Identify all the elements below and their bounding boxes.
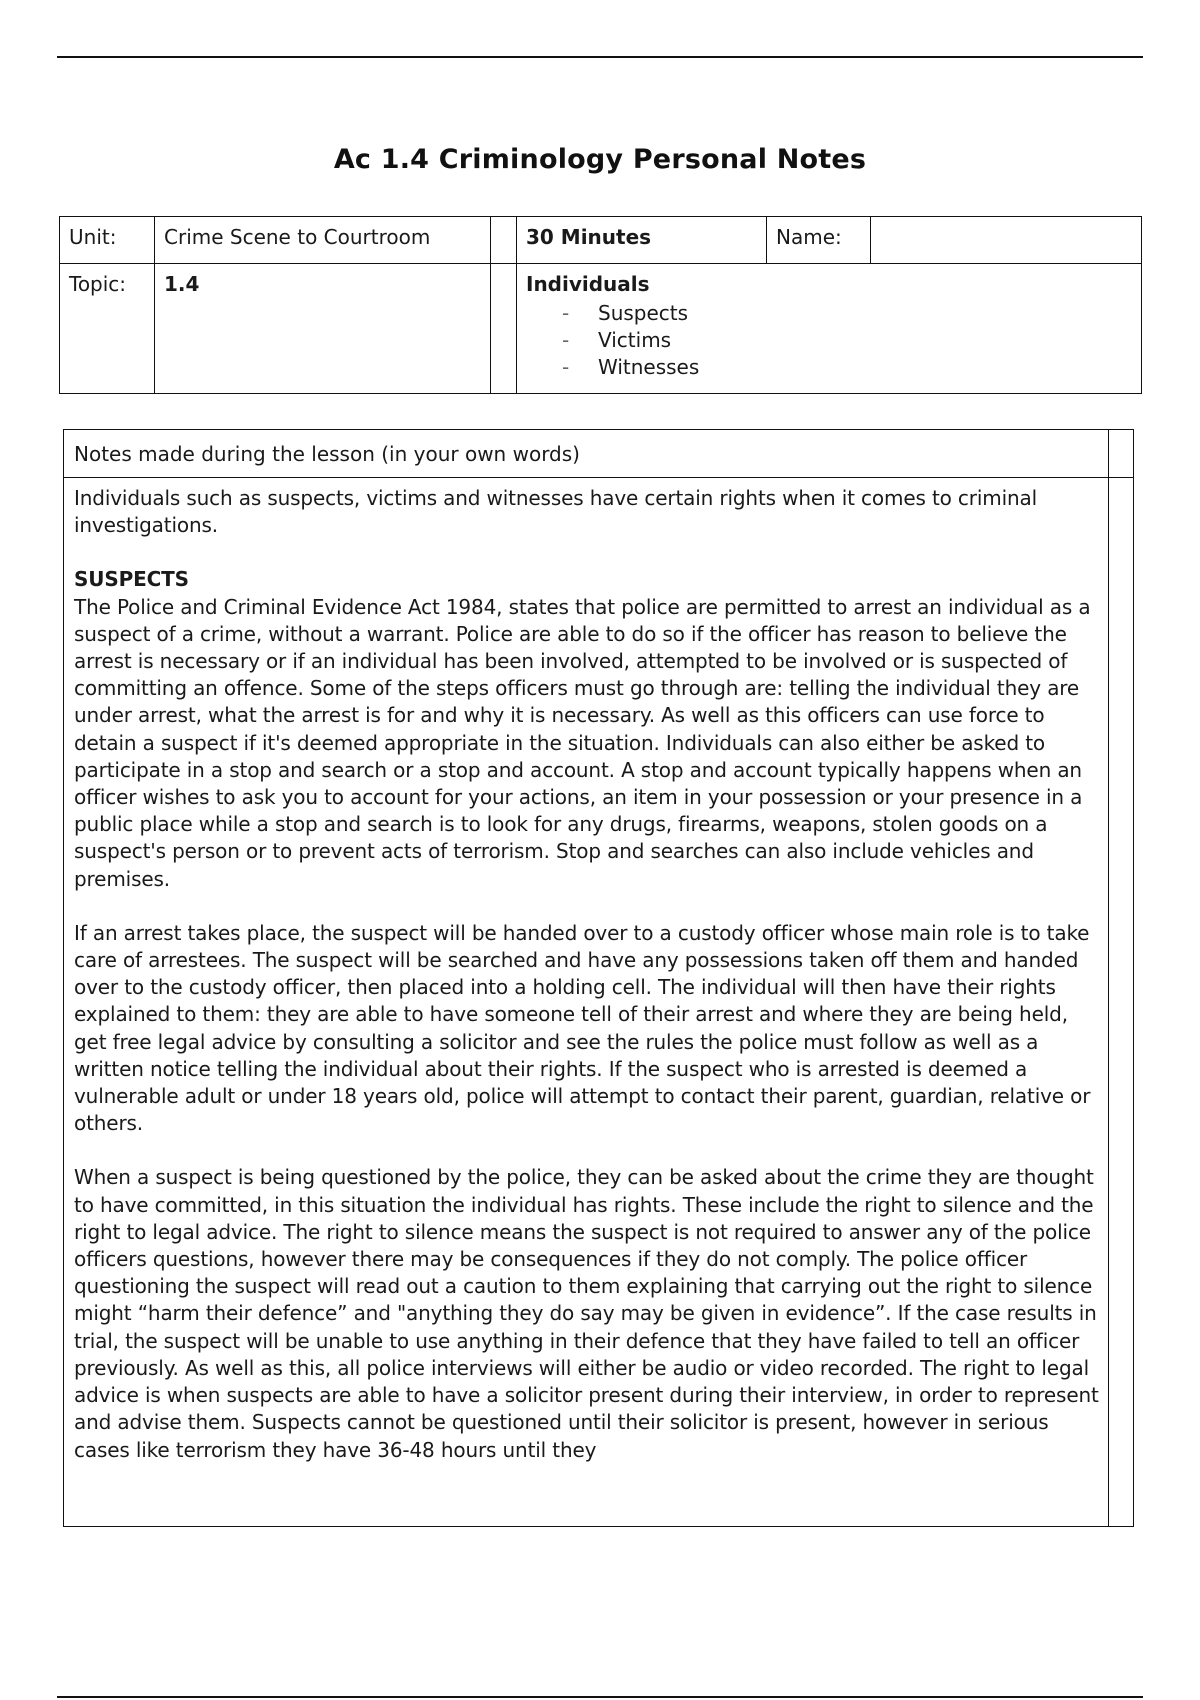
bottom-rule xyxy=(57,1696,1143,1698)
list-item xyxy=(526,300,1132,327)
list-item xyxy=(526,354,1132,381)
section-heading: SUSPECTS xyxy=(74,567,189,592)
notes-box xyxy=(63,429,1134,1527)
notes-header: Notes made during the lesson (in your own words) xyxy=(64,430,1133,478)
notes-margin-column xyxy=(1108,430,1109,1526)
dash-bullet: - xyxy=(562,301,570,325)
list-item-label: Witnesses xyxy=(598,355,700,379)
list-item-label: Victims xyxy=(598,328,672,352)
unit-value: Crime Scene to Courtroom xyxy=(155,217,491,264)
notes-paragraph: If an arrest takes place, the suspect will be handed over to a custody officer whose main role is to take care of arrestees. The suspect will be searched and have any possessions taken off them and handed over to the custody officer, then placed into a holding cell. The individual will then have their rights explained to them: they are able to have someone tell of their arrest and where they are being held, get free legal advice by consulting a solicitor and see the rules the police must follow as well as a written notice telling the individual about their rights. If the suspect who is arrested is deemed a vulnerable adult or under 18 years old, police will attempt to contact their parent, guardian, relative or others. xyxy=(74,920,1091,1136)
topic-details xyxy=(517,264,1142,394)
lesson-info-table xyxy=(59,216,1142,394)
notes-paragraph: When a suspect is being questioned by the police, they can be asked about the crime they are thought to have committed, in this situation the individual has rights. These include the right to silence and the right to legal advice. The right to silence means the suspect is not required to answer any of the police officers questions, however there may be consequences if they do not comply. The police officer questioning the suspect will read out a caution to them explaining that carrying out the right to silence might “harm their defence” and "anything they do say may be given in evidence”. If the case results in trial, the suspect will be unable to use anything in their defence that they have failed to tell an officer previously. As well as this, all police interviews will either be audio or video recorded. The right to legal advice is when suspects are able to have a solicitor present during their interview, in order to represent and advise them. Suspects cannot be questioned until their solicitor is present, however in serious cases like terrorism they have 36-48 hours until they xyxy=(74,1165,1099,1462)
spacer-cell xyxy=(491,217,517,264)
topic-value: 1.4 xyxy=(155,264,491,394)
page-title: Ac 1.4 Criminology Personal Notes xyxy=(333,144,867,175)
list-item xyxy=(526,327,1132,354)
list-item-label: Suspects xyxy=(598,301,689,325)
name-label: Name: xyxy=(767,217,871,264)
topic-heading: Individuals xyxy=(526,272,650,296)
spacer-cell xyxy=(491,264,517,394)
name-field[interactable] xyxy=(871,217,1142,264)
dash-bullet: - xyxy=(562,328,570,352)
notes-intro: Individuals such as suspects, victims and witnesses have certain rights when it comes to criminal investigations. xyxy=(74,486,1038,538)
top-rule xyxy=(57,56,1143,58)
dash-bullet: - xyxy=(562,355,570,379)
topic-label: Topic: xyxy=(60,264,155,394)
notes-paragraph: The Police and Criminal Evidence Act 1984, states that police are permitted to arrest an individual as a suspect of a crime, without a warrant. Police are able to do so if the officer has reason to believe the arrest is necessary or if an individual has been involved, attempted to be involved or is suspected of committing an offence. Some of the steps officers must go through are: telling the individual they are under arrest, what the arrest is for and why it is necessary. As well as this officers can use force to detain a suspect if it's deemed appropriate in the situation. Individuals can also either be asked to participate in a stop and search or a stop and account. A stop and account typically happens when an officer wishes to ask you to account for your actions, an item in your possession or your presence in a public place while a stop and search is to look for any drugs, firearms, weapons, stolen goods on a suspect's person or to prevent acts of terrorism. Stop and searches can also include vehicles and premises. xyxy=(74,594,1091,891)
notes-body xyxy=(64,478,1107,1526)
duration: 30 Minutes xyxy=(517,217,767,264)
topic-list xyxy=(526,300,1132,381)
unit-label: Unit: xyxy=(60,217,155,264)
